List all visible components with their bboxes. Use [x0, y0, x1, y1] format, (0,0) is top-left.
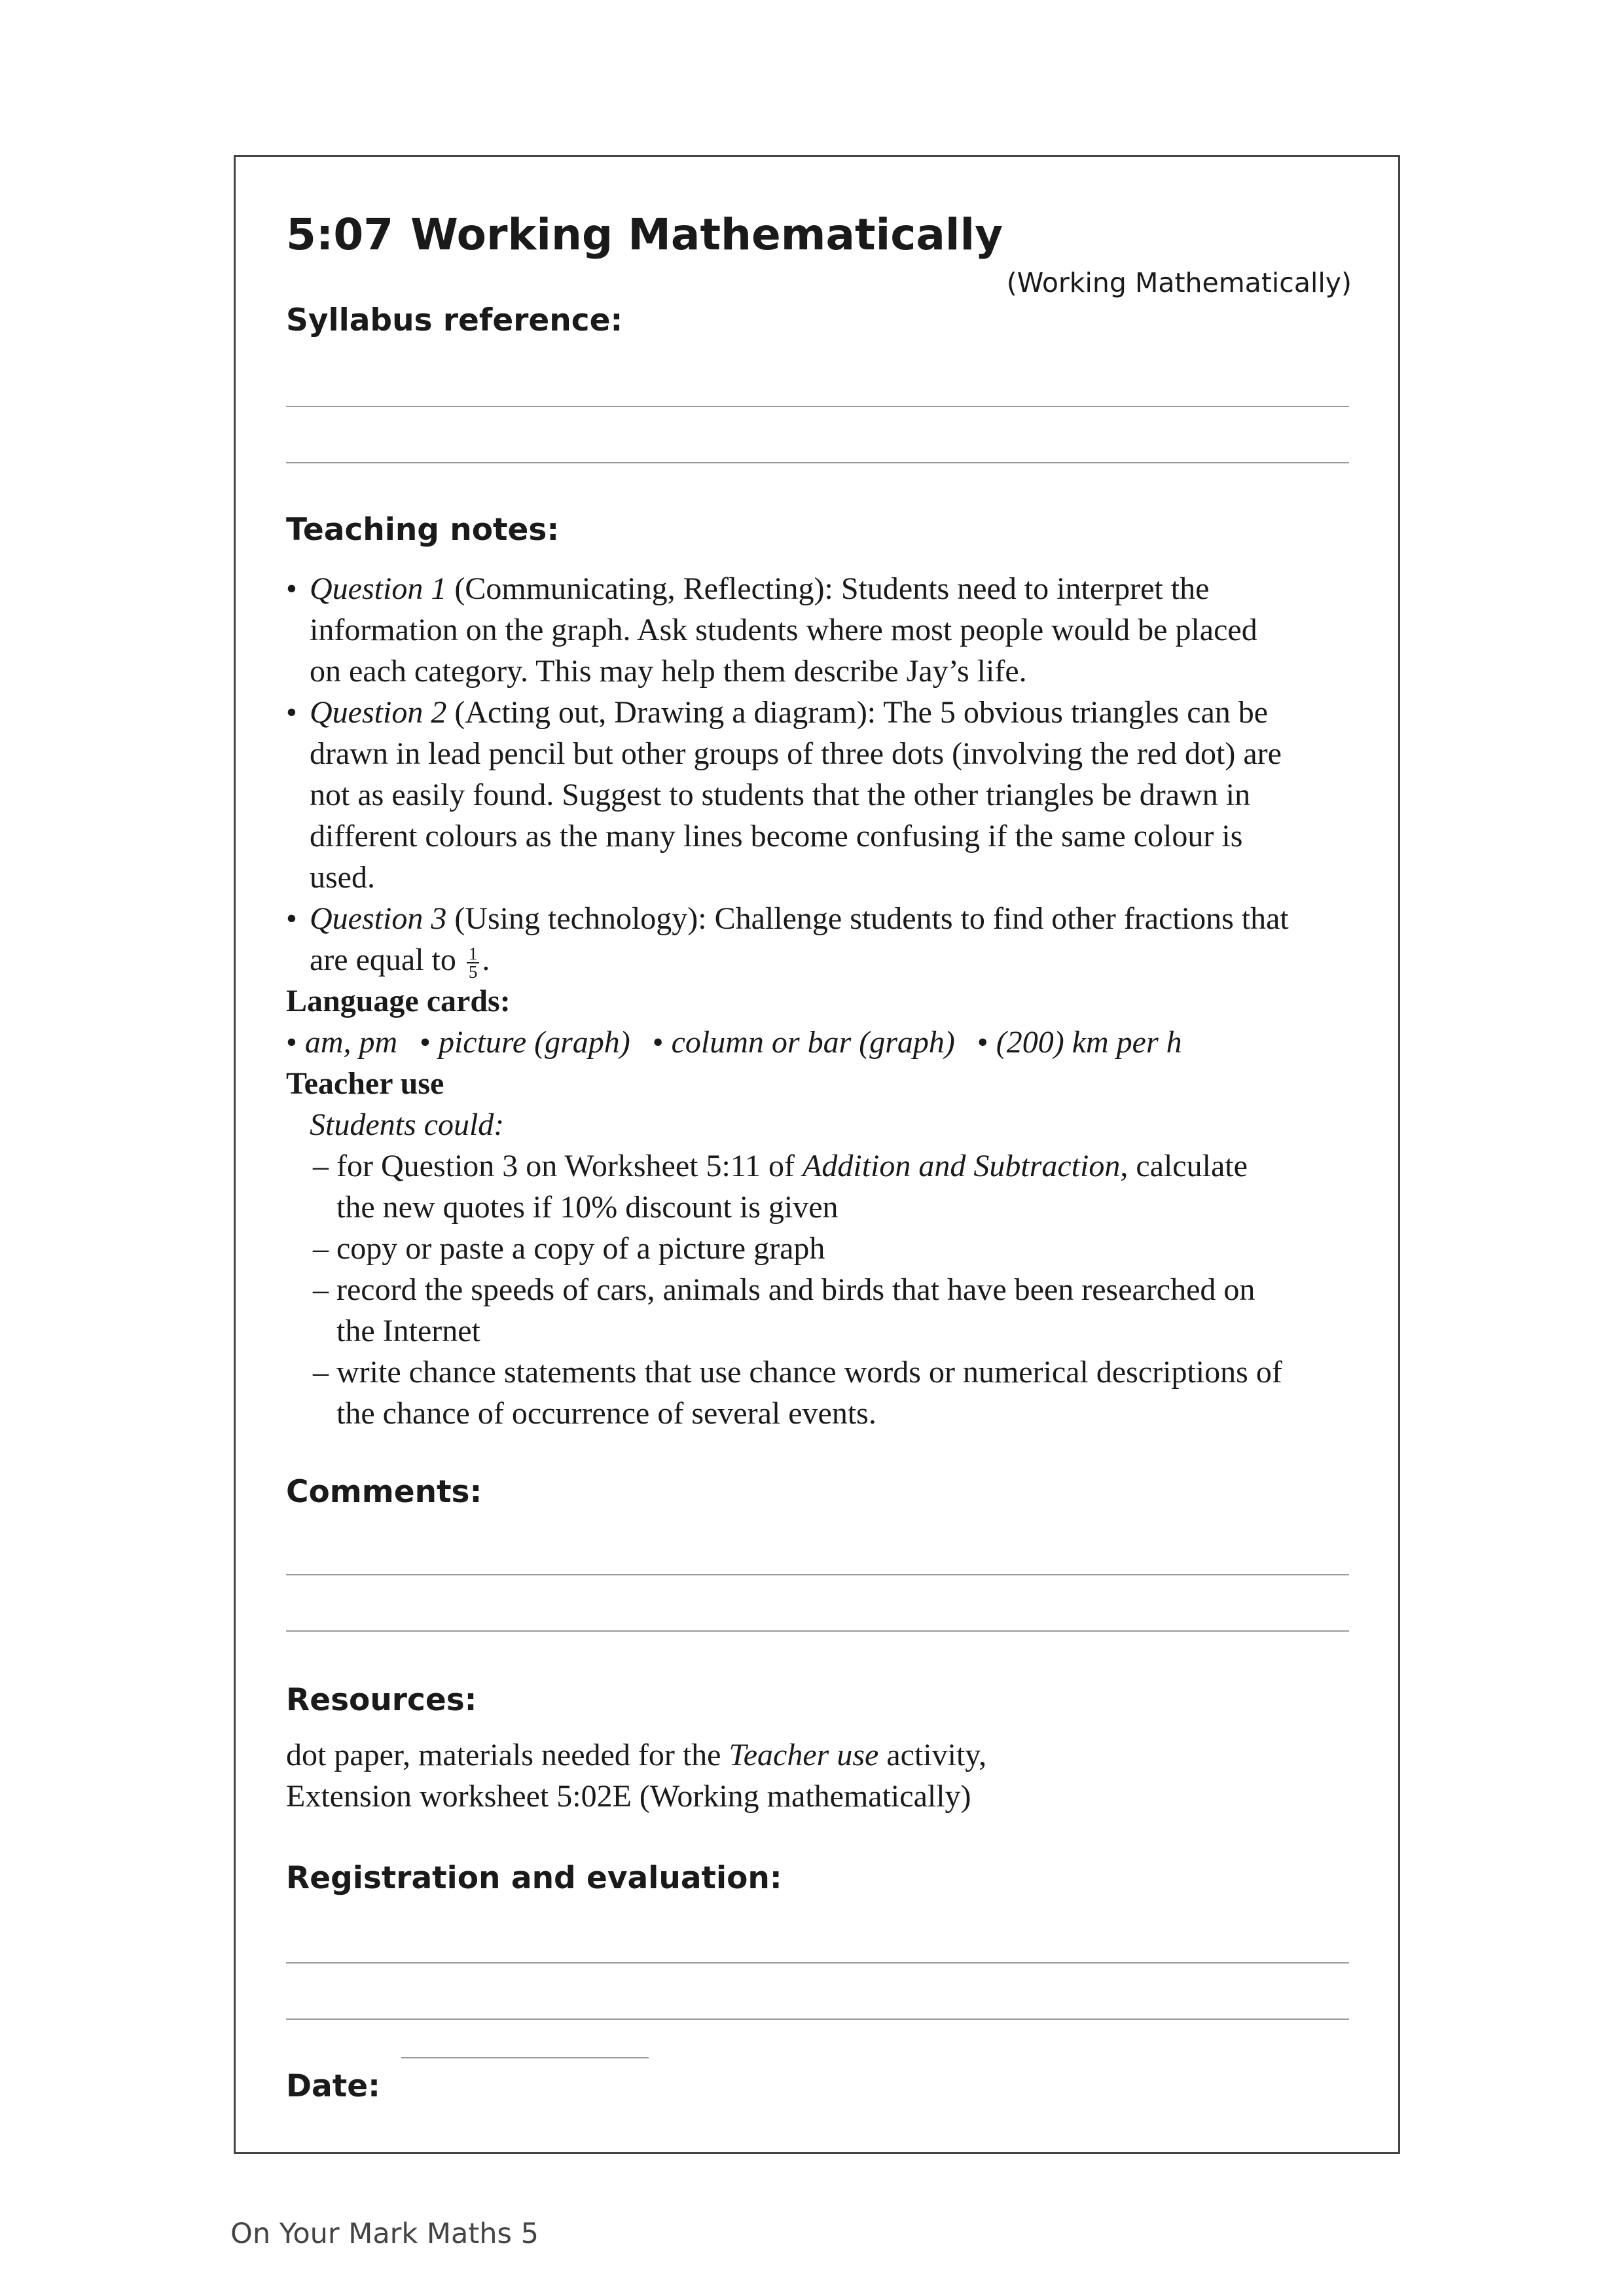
- language-card: • picture (graph): [420, 1025, 630, 1060]
- registration-line-1[interactable]: [286, 1962, 1349, 1964]
- page-footer: On Your Mark Maths 5: [230, 2217, 539, 2250]
- comments-line-1[interactable]: [286, 1574, 1349, 1575]
- page-title: [286, 209, 1003, 260]
- teacher-use-item: – copy or paste a copy of a picture graph: [313, 1231, 825, 1266]
- q3-label: Question 3: [310, 901, 447, 936]
- note-question-1: • Question 1 (Communicating, Reflecting): Students need to interpret the information on the graph. Ask students where most people would be placed on each category. This may help them describe Jay’s life.: [286, 571, 1257, 689]
- note-question-2: • Question 2 (Acting out, Drawing a diagram): The 5 obvious triangles can be drawn in lead pencil but other groups of three dots (involving the red dot) are not as easily found. Suggest to students that the other triangles be drawn in different colours as the many lines become confusing if the same colour is used.: [286, 695, 1282, 895]
- lesson-title: Working Mathematically: [410, 209, 1003, 260]
- resources-body: dot paper, materials needed for the Teacher use activity, Extension worksheet 5:02E (Working mathematically): [286, 1738, 987, 1814]
- registration-line-2[interactable]: [286, 2018, 1349, 2020]
- teaching-notes-body: [286, 568, 1360, 1434]
- syllabus-heading: Syllabus reference:: [286, 302, 623, 338]
- q1-label: Question 1: [310, 571, 447, 606]
- registration-heading: Registration and evaluation:: [286, 1860, 782, 1896]
- teacher-use-heading: Teacher use: [286, 1066, 444, 1101]
- comments-line-2[interactable]: [286, 1630, 1349, 1632]
- teacher-use-item: – for Question 3 on Worksheet 5:11 of Addition and Subtraction, calculate the new quotes if 10% discount is given: [313, 1149, 1248, 1225]
- date-label: Date:: [286, 2068, 380, 2104]
- strand-label: (Working Mathematically): [1006, 267, 1352, 298]
- q2-label: Question 2: [310, 695, 447, 730]
- comments-heading: Comments:: [286, 1474, 482, 1510]
- fraction-one-fifth: $\frac{1}{5}$: [467, 945, 480, 980]
- syllabus-line-2[interactable]: [286, 462, 1349, 463]
- resources-heading: Resources:: [286, 1682, 477, 1718]
- language-card: • (200) km per h: [977, 1025, 1182, 1060]
- date-field-line[interactable]: [401, 2057, 649, 2058]
- language-cards-list: [286, 1022, 1360, 1063]
- teacher-use-intro: Students could:: [310, 1107, 505, 1142]
- lesson-number: 5:07: [286, 209, 394, 260]
- teacher-use-item: – record the speeds of cars, animals and birds that have been researched on the Internet: [313, 1272, 1255, 1348]
- note-question-3: • Question 3 (Using technology): Challenge students to find other fractions that are equal to $\frac{1}{5}$ .: [286, 901, 1289, 982]
- syllabus-line-1[interactable]: [286, 406, 1349, 407]
- teaching-notes-heading: Teaching notes:: [286, 512, 560, 548]
- language-cards-heading: Language cards:: [286, 984, 511, 1018]
- teacher-use-item: – write chance statements that use chance words or numerical descriptions of the chance of occurrence of several events.: [313, 1355, 1282, 1431]
- language-card: • column or bar (graph): [652, 1025, 955, 1060]
- language-card: • am, pm: [286, 1025, 398, 1060]
